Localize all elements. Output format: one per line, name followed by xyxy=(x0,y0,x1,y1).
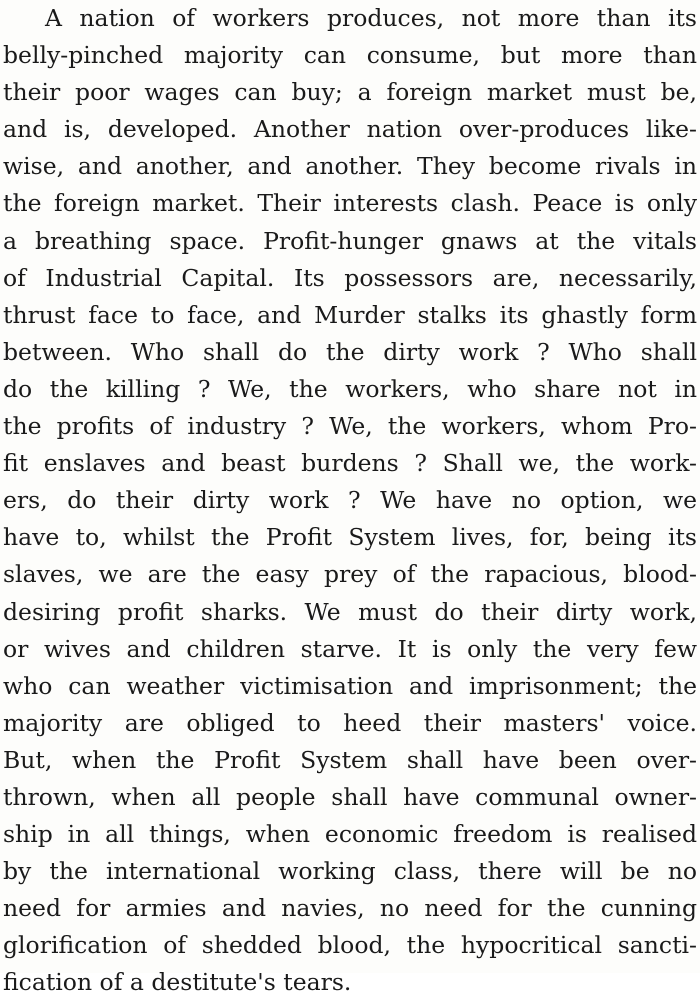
text-line: belly-pinched majority can consume, but more than xyxy=(3,41,697,70)
text-line: majority are obliged to heed their masters' voice. xyxy=(3,708,697,737)
text-line: desiring profit sharks. We must do their dirty work, xyxy=(3,597,697,626)
body-paragraph xyxy=(3,0,697,1002)
text-line: do the killing ? We, the workers, who share not in xyxy=(3,374,697,403)
text-line: A nation of workers produces, not more than its xyxy=(45,4,697,32)
text-line: who can weather victimisation and imprisonment; the xyxy=(3,671,697,700)
text-line: ers, do their dirty work ? We have no option, we xyxy=(3,486,697,515)
text-line: between. Who shall do the dirty work ? Who shall xyxy=(3,337,697,366)
text-line: and is, developed. Another nation over-produces like- xyxy=(3,115,697,144)
text-line: glorification of shedded blood, the hypocritical sancti- xyxy=(3,931,697,960)
text-line: or wives and children starve. It is only the very few xyxy=(3,634,697,663)
text-line: thrust face to face, and Murder stalks its ghastly form xyxy=(3,300,697,329)
text-line: of Industrial Capital. Its possessors are, necessarily, xyxy=(3,263,697,292)
text-line: fit enslaves and beast burdens ? Shall we, the work- xyxy=(3,449,697,478)
text-line: a breathing space. Profit-hunger gnaws at the vitals xyxy=(3,226,697,255)
text-line: thrown, when all people shall have communal owner- xyxy=(3,782,697,811)
text-line: their poor wages can buy; a foreign market must be, xyxy=(3,78,697,107)
text-line: need for armies and navies, no need for the cunning xyxy=(3,894,697,923)
text-line: ship in all things, when economic freedom is realised xyxy=(3,820,697,849)
text-line: slaves, we are the easy prey of the rapacious, blood- xyxy=(3,560,697,589)
text-line: have to, whilst the Profit System lives, for, being its xyxy=(3,523,697,552)
text-line: by the international working class, there will be no xyxy=(3,857,697,886)
text-line: wise, and another, and another. They become rivals in xyxy=(3,152,697,181)
text-line: fication of a destitute's tears. xyxy=(3,968,352,997)
text-line: But, when the Profit System shall have been over- xyxy=(3,745,697,774)
text-line: the foreign market. Their interests clash. Peace is only xyxy=(3,189,697,218)
text-line: the profits of industry ? We, the workers, whom Pro- xyxy=(3,412,697,441)
